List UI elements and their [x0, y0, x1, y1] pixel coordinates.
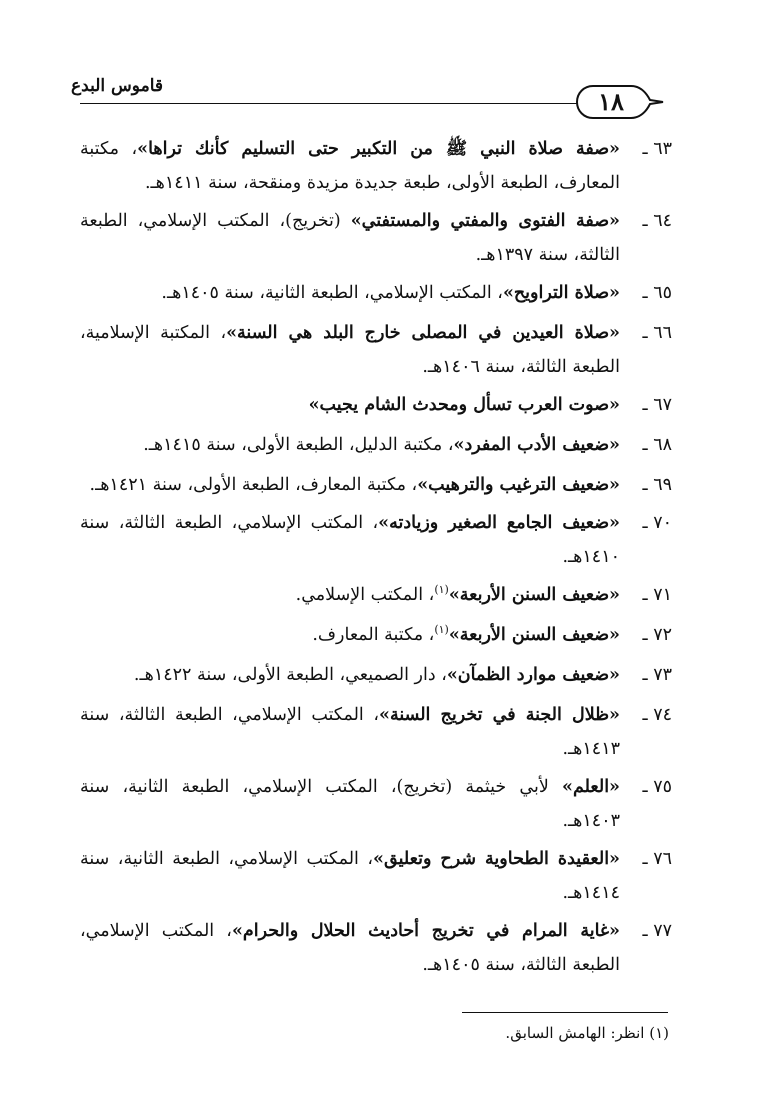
entry-title: «صوت العرب تسأل ومحدث الشام يجيب» [308, 395, 620, 415]
entry-title: «ضعيف الجامع الصغير وزيادته» [378, 513, 620, 533]
entry-title: «ضعيف الأدب المفرد» [453, 435, 620, 455]
entry-title: «العقيدة الطحاوية شرح وتعليق» [373, 849, 620, 869]
bibliography-entry [80, 506, 672, 574]
bibliography-entry [80, 428, 672, 462]
entry-number: ٧٧ ـ [642, 921, 672, 941]
entry-details: (تخريج)، المكتب الإسلامي، الطبعة الثالثة، سنة ١٣٩٧هـ. [80, 211, 620, 265]
entry-details: ، دار الصميعي، الطبعة الأولى، سنة ١٤٢٢هـ. [133, 665, 447, 685]
entry-number: ٧٦ ـ [642, 849, 672, 869]
bibliography-entry [80, 842, 672, 910]
entry-details: ، المكتب الإسلامي، الطبعة الثانية، سنة ١٤١٤هـ. [80, 849, 620, 903]
entry-title: «ضعيف السنن الأربعة» [448, 625, 620, 645]
bibliography-entry [80, 204, 672, 272]
footnote: (١) انظر: الهامش السابق. [505, 1024, 669, 1042]
footnote-divider [462, 1012, 668, 1013]
entry-number: ٧١ ـ [642, 585, 672, 605]
entry-number: ٦٩ ـ [642, 475, 672, 495]
entry-details: ، المكتب الإسلامي، الطبعة الثالثة، سنة ١٤٠٥هـ. [80, 921, 620, 975]
entry-details: ، المكتبة الإسلامية، الطبعة الثالثة، سنة ١٤٠٦هـ. [80, 323, 620, 377]
entry-title: «العلم» [562, 777, 620, 797]
entry-footnote-ref: (١) [434, 623, 449, 637]
bibliography-entry [80, 132, 672, 200]
entry-details: ، المكتب الإسلامي، الطبعة الثانية، سنة ١٤٠٥هـ. [161, 283, 503, 303]
entry-details: ، مكتبة المعارف، الطبعة الأولى، سنة ١٤٢١هـ. [89, 475, 418, 495]
entry-details: ، المكتب الإسلامي. [295, 585, 435, 605]
bibliography-entry [80, 914, 672, 982]
entry-title: «ضعيف الترغيب والترهيب» [417, 475, 620, 495]
entry-number: ٧٣ ـ [642, 665, 672, 685]
entry-details: ، المكتب الإسلامي، الطبعة الثالثة، سنة ١٤١٠هـ. [80, 513, 620, 567]
entry-footnote-ref: (١) [434, 583, 449, 597]
entry-number: ٧٤ ـ [642, 705, 672, 725]
entry-details: لأبي خيثمة (تخريج)، المكتب الإسلامي، الطبعة الثانية، سنة ١٤٠٣هـ. [80, 777, 620, 831]
page-number: ١٨ [598, 87, 624, 116]
bibliography-entry [80, 316, 672, 384]
entry-number: ٦٨ ـ [642, 435, 672, 455]
page-number-badge [575, 84, 665, 120]
entry-details: ، مكتبة المعارف، الطبعة الأولى، طبعة جديدة مزيدة ومنقحة، سنة ١٤١١هـ. [80, 139, 620, 193]
entry-title: «ضعيف السنن الأربعة» [448, 585, 620, 605]
entry-details: ، المكتب الإسلامي، الطبعة الثالثة، سنة ١٤١٣هـ. [80, 705, 620, 759]
entry-number: ٦٥ ـ [642, 283, 672, 303]
bibliography-entry [80, 388, 672, 422]
entry-title: «ظلال الجنة في تخريج السنة» [379, 705, 620, 725]
bibliography-entry [80, 468, 672, 502]
header-divider [80, 103, 585, 104]
bibliography-entry [80, 770, 672, 838]
entry-number: ٦٤ ـ [642, 211, 672, 231]
entry-details: ، مكتبة المعارف. [312, 625, 435, 645]
running-header-title: قاموس البدع [71, 76, 163, 96]
entry-number: ٦٣ ـ [642, 139, 672, 159]
bibliography-entry [80, 698, 672, 766]
entry-title: «صلاة التراويح» [502, 283, 620, 303]
entry-title: «ضعيف موارد الظمآن» [446, 665, 620, 685]
entry-number: ٦٦ ـ [642, 323, 672, 343]
entry-number: ٧٢ ـ [642, 625, 672, 645]
entry-title: «صفة الفتوى والمفتي والمستفتي» [350, 211, 620, 231]
entry-number: ٧٠ ـ [642, 513, 672, 533]
entry-title: «صلاة العيدين في المصلى خارج البلد هي السنة» [226, 323, 620, 343]
bibliography-list [80, 132, 672, 986]
bibliography-entry [80, 658, 672, 692]
bibliography-entry [80, 276, 672, 310]
bibliography-entry [80, 618, 672, 652]
entry-number: ٧٥ ـ [642, 777, 672, 797]
entry-title: «غاية المرام في تخريج أحاديث الحلال والحرام» [231, 921, 620, 941]
entry-number: ٦٧ ـ [642, 395, 672, 415]
entry-details: ، مكتبة الدليل، الطبعة الأولى، سنة ١٤١٥هـ. [143, 435, 454, 455]
bibliography-entry [80, 578, 672, 612]
entry-title: «صفة صلاة النبي ﷺ من التكبير حتى التسليم كأنك تراها» [137, 139, 620, 159]
